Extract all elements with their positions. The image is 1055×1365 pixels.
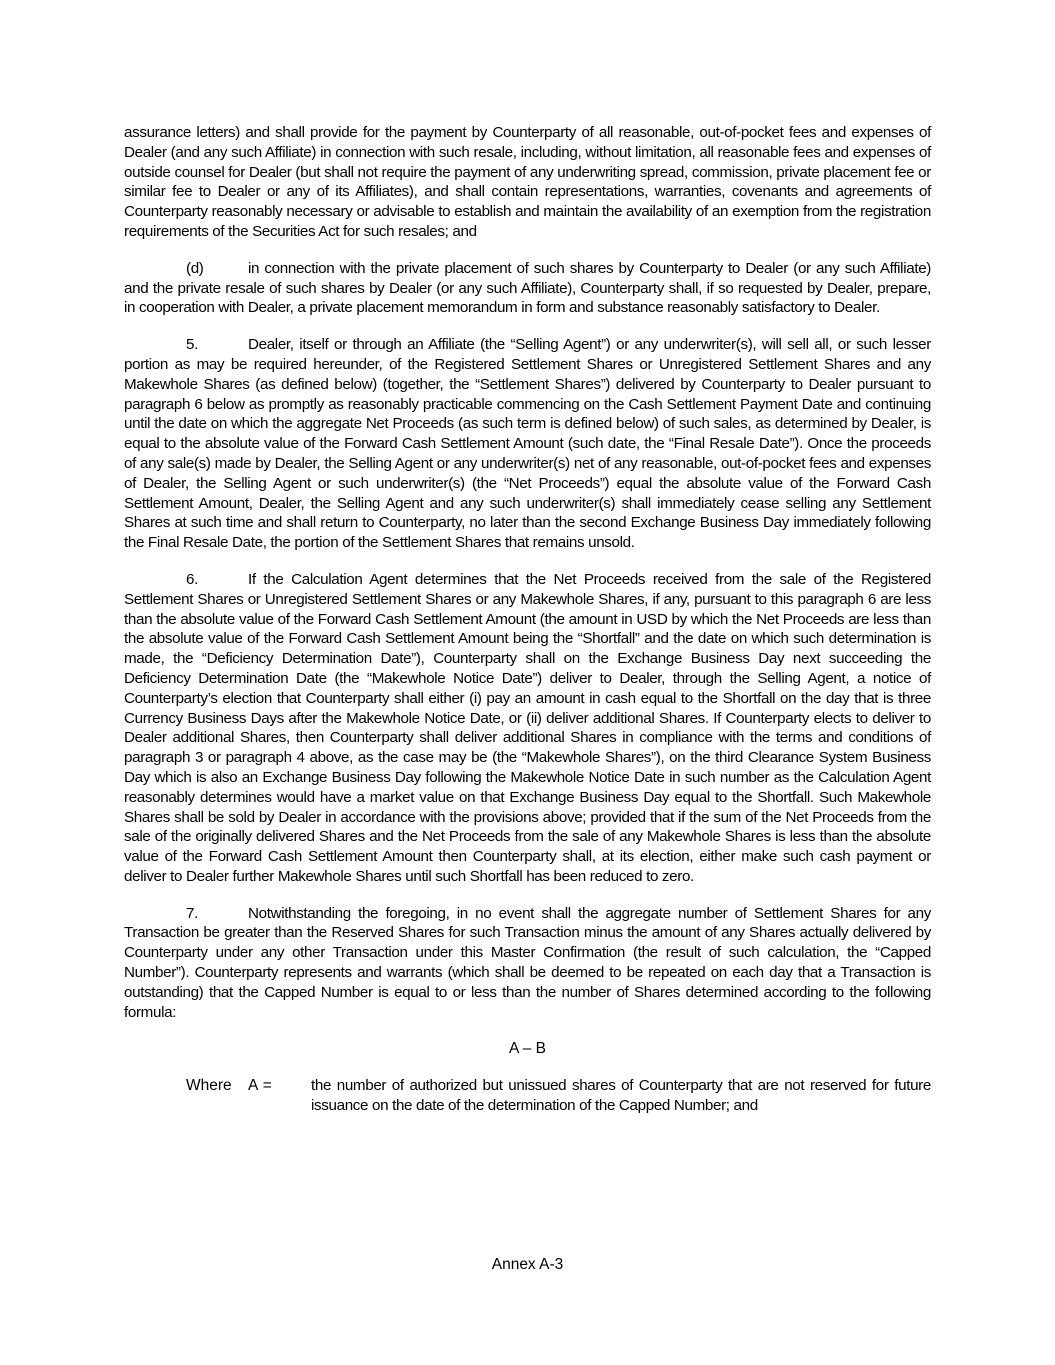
paragraph-6-number: 6.	[186, 570, 198, 588]
clause-d	[124, 259, 931, 318]
paragraph-7-text: Notwithstanding the foregoing, in no event shall the aggregate number of Settlement Shares for any Transaction be greater than the Reserved Shares for such Transaction minus the amount of any Shares actually delivered by Counterparty under any other Transaction under this Master Confirmation (the result of such calculation, the “Capped Number”). Counterparty represents and warrants (which shall be deemed to be repeated on each day that a Transaction is outstanding) that the Capped Number is equal to or less than the number of Shares determined according to the following formula:	[124, 904, 931, 1021]
clause-d-text: in connection with the private placement of such shares by Counterparty to Dealer (or any such Affiliate) and the private resale of such shares by Dealer (or any such Affiliate), Counterparty shall, if so requested by Dealer, prepare, in cooperation with Dealer, a private placement memorandum in form and substance reasonably satisfactory to Dealer.	[124, 259, 931, 317]
capped-number-formula: A – B	[508, 1040, 547, 1058]
paragraph-5-number: 5.	[186, 336, 198, 354]
paragraph-7-number: 7.	[186, 904, 198, 922]
clause-d-number: (d)	[186, 259, 204, 277]
formula-definition	[124, 1076, 931, 1116]
variable-a-label: A =	[248, 1077, 273, 1095]
paragraph-5-text: Dealer, itself or through an Affiliate (the “Selling Agent”) or any underwriter(s), will sell all, or such lesser portion as may be required hereunder, of the Registered Settlement Shares or Unregistered Settlement Shares and any Makewhole Shares (as defined below) (together, the “Settlement Shares”) delivered by Counterparty to Dealer pursuant to paragraph 6 below as promptly as reasonably practicable commencing on the Cash Settlement Payment Date and continuing until the date on which the aggregate Net Proceeds (as such term is defined below) of such sales, as determined by Dealer, is equal to the absolute value of the Forward Cash Settlement Amount (such date, the “Final Resale Date”). Once the proceeds of any sale(s) made by Dealer, the Selling Agent or any underwriter(s) net of any reasonable, out-of-pocket fees and expenses of Dealer, the Selling Agent or such underwriter(s) (the “Net Proceeds”) equal the absolute value of the Forward Cash Settlement Amount, Dealer, the Selling Agent and any such underwriter(s) shall immediately cease selling any Settlement Shares at such time and shall return to Counterparty, no later than the second Exchange Business Day immediately following the Final Resale Date, the portion of the Settlement Shares that remains unsold.	[124, 336, 931, 552]
paragraph-5	[124, 335, 931, 553]
document-body	[124, 123, 931, 1116]
page-footer: Annex A-3	[491, 1256, 564, 1273]
paragraph-6-text: If the Calculation Agent determines that the Net Proceeds received from the sale of the Registered Settlement Shares or Unregistered Settlement Shares or any Makewhole Shares, if any, pursuant to this paragraph 6 are less than the absolute value of the Forward Cash Settlement Amount (the amount in USD by which the Net Proceeds are less than the absolute value of the Forward Cash Settlement Amount being the “Shortfall” and the date on which such determination is made, the “Deficiency Determination Date”), Counterparty shall on the Exchange Business Day next succeeding the Deficiency Determination Date (the “Makewhole Notice Date”) deliver to Dealer, through the Selling Agent, a notice of Counterparty’s election that Counterparty shall either (i) pay an amount in cash equal to the Shortfall on the day that is three Currency Business Days after the Makewhole Notice Date, or (ii) deliver additional Shares. If Counterparty elects to deliver to Dealer additional Shares, then Counterparty shall deliver additional Shares in compliance with the terms and conditions of paragraph 3 or paragraph 4 above, as the case may be (the “Makewhole Shares”), on the third Clearance System Business Day which is also an Exchange Business Day following the Makewhole Notice Date in such number as the Calculation Agent reasonably determines would have a market value on that Exchange Business Day equal to the Shortfall. Such Makewhole Shares shall be sold by Dealer in accordance with the provisions above; provided that if the sum of the Net Proceeds from the sale of the originally delivered Shares and the Net Proceeds from the sale of any Makewhole Shares is less than the absolute value of the Forward Cash Settlement Amount then Counterparty shall, at its election, either make such cash payment or deliver to Dealer further Makewhole Shares until such Shortfall has been reduced to zero.	[124, 570, 931, 885]
paragraph-6	[124, 570, 931, 887]
paragraph-7	[124, 904, 931, 1023]
where-label: Where	[186, 1077, 232, 1095]
paragraph-continuation: assurance letters) and shall provide for the payment by Counterparty of all reasonable, out-of-pocket fees and expenses of Dealer (and any such Affiliate) in connection with such resale, including, without limitation, all reasonable fees and expenses of outside counsel for Dealer (but shall not require the payment of any underwriting spread, commission, private placement fee or similar fee to Dealer or any of its Affiliates), and shall contain representations, warranties, covenants and agreements of Counterparty reasonably necessary or advisable to establish and maintain the availability of an exemption from the registration requirements of the Securities Act for such resales; and	[124, 124, 931, 240]
variable-a-definition: the number of authorized but unissued shares of Counterparty that are not reserved for future issuance on the date of the determination of the Capped Number; and	[311, 1077, 931, 1115]
